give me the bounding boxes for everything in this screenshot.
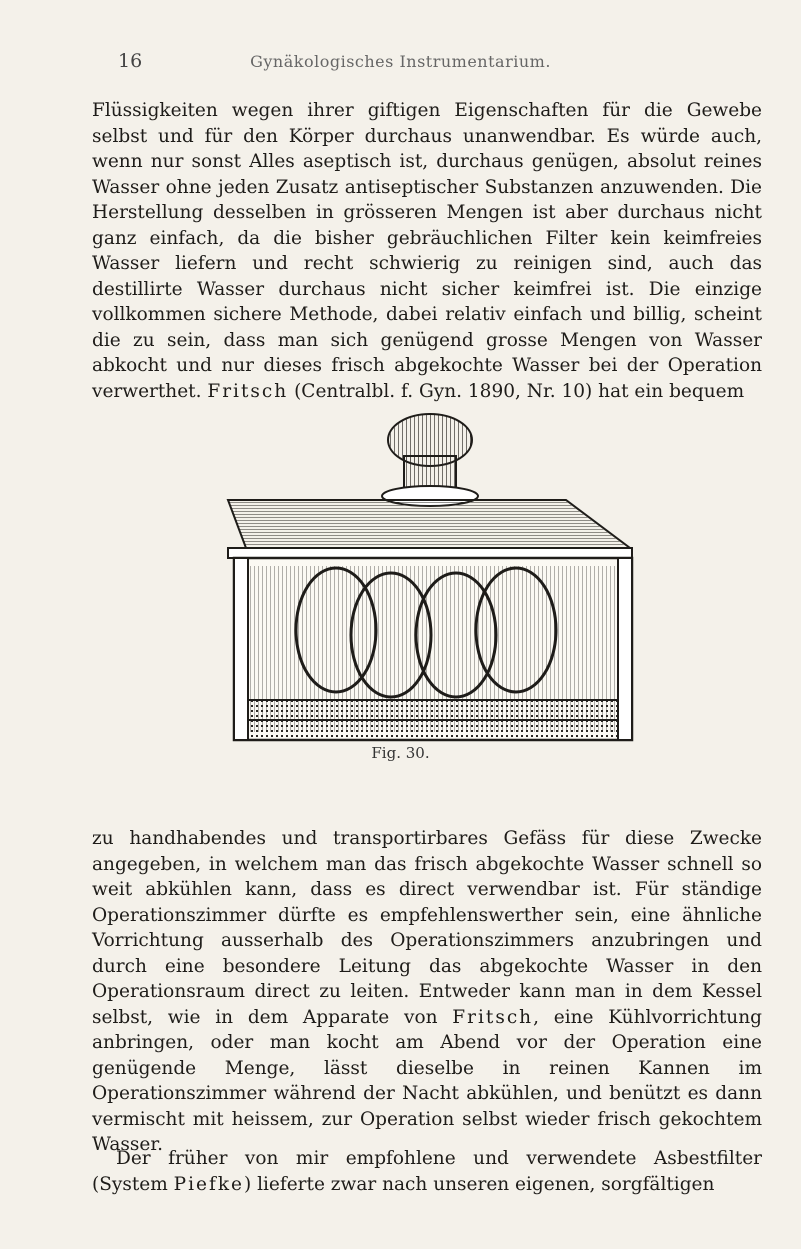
lid <box>228 500 630 548</box>
paragraph-3-text: Der früher von mir empfohlene und verwendete Asbestfilter (System <box>92 1148 762 1195</box>
paragraph-3 <box>92 1146 762 1197</box>
paragraph-1 <box>92 98 762 404</box>
page-number: 16 <box>118 50 143 72</box>
running-title: Gynäkologisches Instrumentarium. <box>250 52 551 71</box>
figure-caption: Fig. 30. <box>371 744 430 762</box>
system-name-piefke: Piefke <box>173 1173 244 1195</box>
paragraph-1-text: Flüssigkeiten wegen ihrer giftigen Eigenschaften für die Gewebe selbst und für den Körper durchaus unanwendbar. Es würde auch, wenn nur sonst Alles aseptisch ist, durchaus genügen, absolut reines Wasser ohne jeden Zusatz antiseptischer Substanzen anzuwenden. Die Herstellung desselben in grösseren Mengen ist aber durchaus nicht ganz einfach, da die bisher gebräuchlichen Filter kein keimfreies Wasser liefern und recht schwierig zu reinigen sind, auch das destillirte Wasser durchaus nicht sicher keimfrei ist. Die einzige vollkommen sichere Methode, dabei relativ einfach und billig, scheint die zu sein, dass man sich genügend grosse Mengen von Wasser abkocht und nur dieses frisch abgekochte Wasser bei der Operation verwerthet. <box>92 100 762 402</box>
author-name-fritsch: Fritsch <box>207 380 289 402</box>
paragraph-3-tail: ) lieferte zwar nach unseren eigenen, sorgfältigen <box>243 1173 715 1195</box>
paragraph-2 <box>92 826 762 1158</box>
author-name-fritsch-2: Fritsch <box>452 1006 534 1028</box>
paragraph-2-tail: , eine Kühlvorrichtung anbringen, oder man kocht am Abend vor der Operation eine genügende Menge, lässt dieselbe in reinen Kannen im Operationszimmer während der Nacht abkühlen, und benützt es dann vermischt mit heissem, zur Operation selbst wieder frisch gekochtem Wasser. <box>92 1006 762 1155</box>
figure-water-cooling-vessel <box>226 400 638 742</box>
paragraph-2-text: zu handhabendes und transportirbares Gefäss für diese Zwecke angegeben, in welchem man das frisch abgekochte Wasser schnell so weit abkühlen kann, dass es direct verwendbar ist. Für ständige Operationszimmer dürfte es empfehlenswerther sein, eine ähnliche Vorrichtung ausserhalb des Operationszimmers anzubringen und durch eine besondere Leitung das abgekochte Wasser in den Operationsraum direct zu leiten. Entweder kann man in dem Kessel selbst, wie in dem Apparate von <box>92 828 762 1028</box>
page-header <box>0 50 801 80</box>
paragraph-1-tail: (Centralbl. f. Gyn. 1890, Nr. 10) hat ein bequem <box>294 380 745 402</box>
